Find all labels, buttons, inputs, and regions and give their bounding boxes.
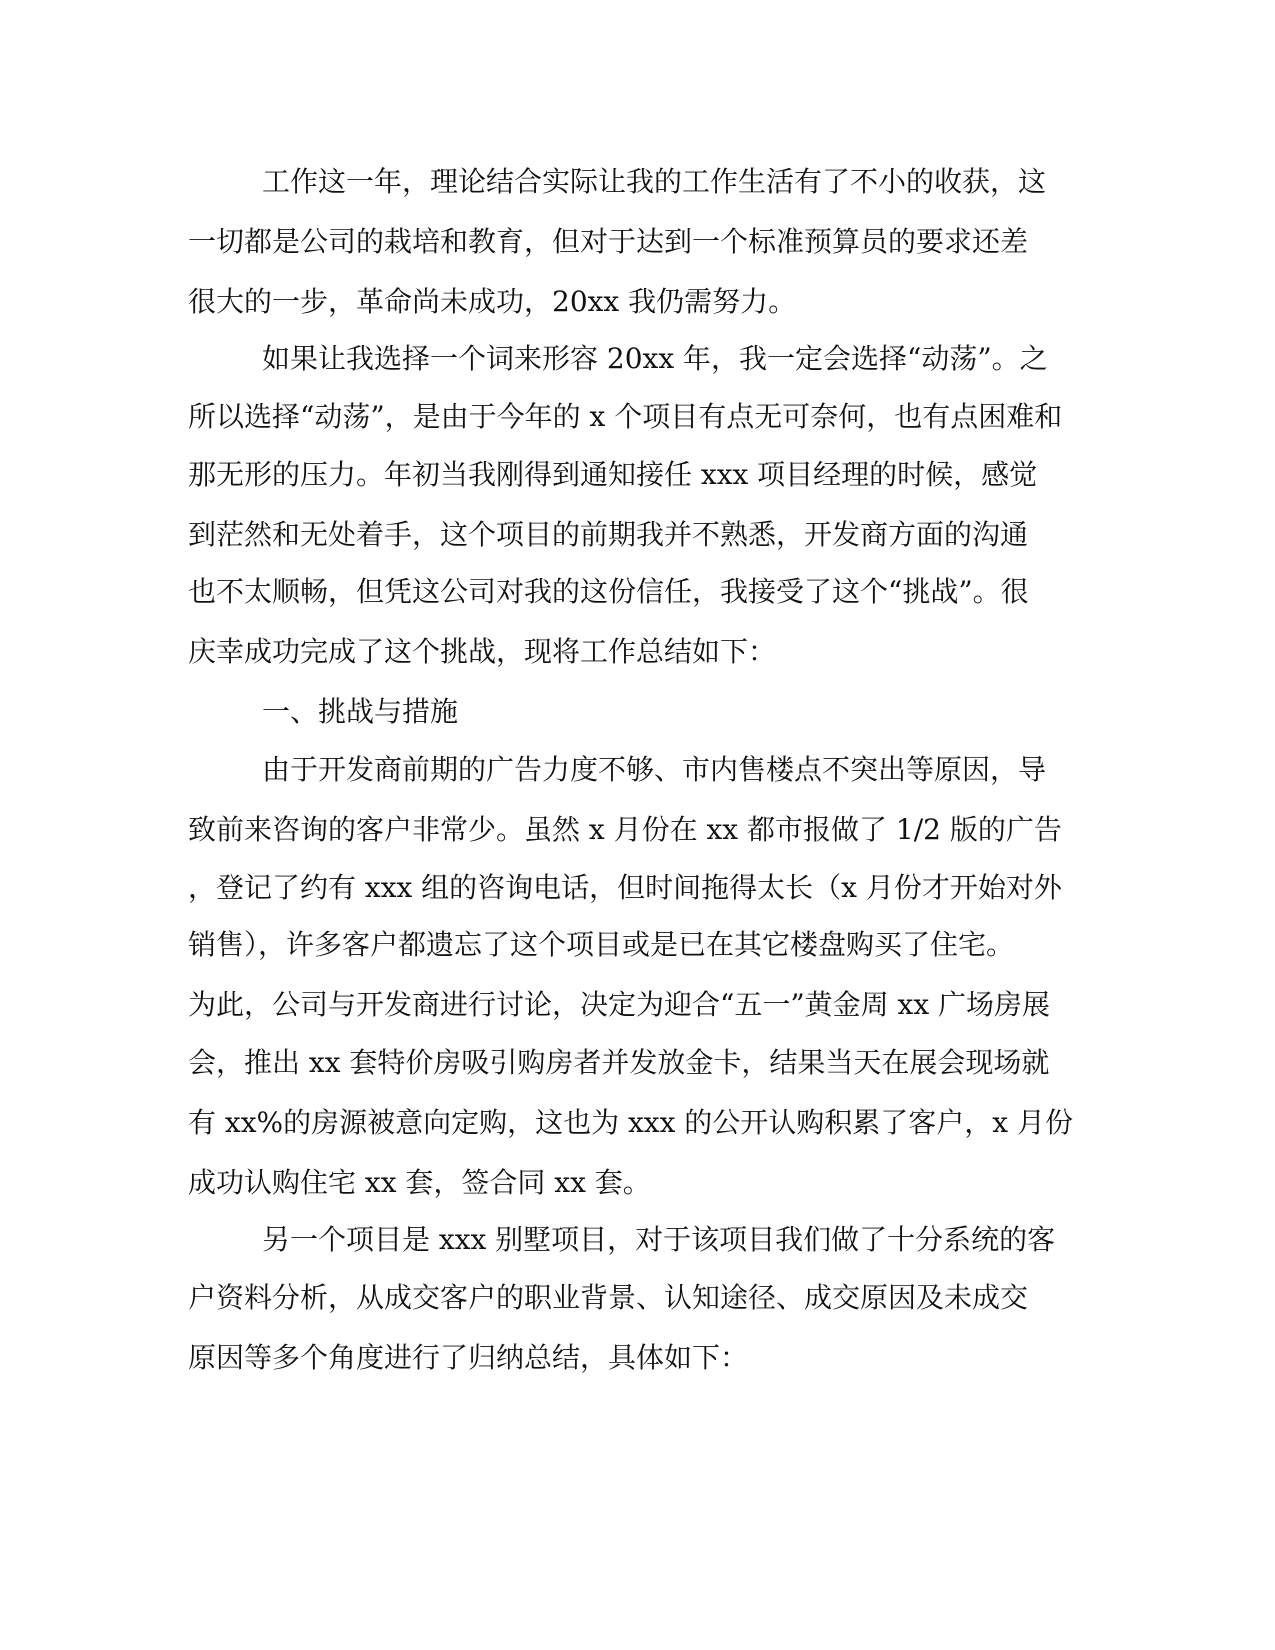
paragraph-2-line-2: 所以选择“动荡”，是由于今年的 x 个项目有点无可奈何，也有点困难和 — [188, 400, 1063, 433]
paragraph-3-line-4: 销售），许多客户都遗忘了这个项目或是已在其它楼盘购买了住宅。 — [188, 928, 1015, 961]
paragraph-2-line-6: 庆幸成功完成了这个挑战，现将工作总结如下： — [188, 635, 777, 668]
paragraph-1-line-1: 工作这一年，理论结合实际让我的工作生活有了不小的收获，这 — [262, 165, 1047, 198]
paragraph-3-line-6: 会，推出 xx 套特价房吸引购房者并发放金卡，结果当天在展会现场就 — [188, 1046, 1050, 1079]
paragraph-3-line-2: 致前来咨询的客户非常少。虽然 x 月份在 xx 都市报做了 1/2 版的广告 — [188, 813, 1062, 846]
section-heading: 一、挑战与措施 — [262, 695, 459, 728]
paragraph-1-line-3: 很大的一步，革命尚未成功，20xx 我仍需努力。 — [188, 285, 797, 318]
paragraph-2-line-5: 也不太顺畅，但凭这公司对我的这份信任，我接受了这个“挑战”。很 — [188, 575, 1029, 608]
paragraph-1-line-2: 一切都是公司的栽培和教育，但对于达到一个标准预算员的要求还差 — [188, 225, 1029, 258]
paragraph-3-line-3: ，登记了约有 xxx 组的咨询电话，但时间拖得太长（x 月份才开始对外 — [188, 871, 1062, 904]
paragraph-4-line-1: 另一个项目是 xxx 别墅项目，对于该项目我们做了十分系统的客 — [262, 1223, 1056, 1256]
paragraph-2-line-4: 到茫然和无处着手，这个项目的前期我并不熟悉，开发商方面的沟通 — [188, 518, 1029, 551]
paragraph-4-line-3: 原因等多个角度进行了归纳总结，具体如下： — [188, 1341, 749, 1374]
paragraph-3-line-8: 成功认购住宅 xx 套，签合同 xx 套。 — [188, 1166, 651, 1199]
paragraph-4-line-2: 户资料分析，从成交客户的职业背景、认知途径、成交原因及未成交 — [188, 1281, 1029, 1314]
paragraph-3-line-7: 有 xx%的房源被意向定购，这也为 xxx 的公开认购积累了客户，x 月份 — [188, 1106, 1073, 1139]
paragraph-2-line-1: 如果让我选择一个词来形容 20xx 年，我一定会选择“动荡”。之 — [262, 342, 1048, 375]
paragraph-2-line-3: 那无形的压力。年初当我刚得到通知接任 xxx 项目经理的时候，感觉 — [188, 458, 1038, 491]
paragraph-3-line-5: 为此，公司与开发商进行讨论，决定为迎合“五一”黄金周 xx 广场房展 — [188, 988, 1051, 1021]
paragraph-3-line-1: 由于开发商前期的广告力度不够、市内售楼点不突出等原因，导 — [262, 753, 1047, 786]
